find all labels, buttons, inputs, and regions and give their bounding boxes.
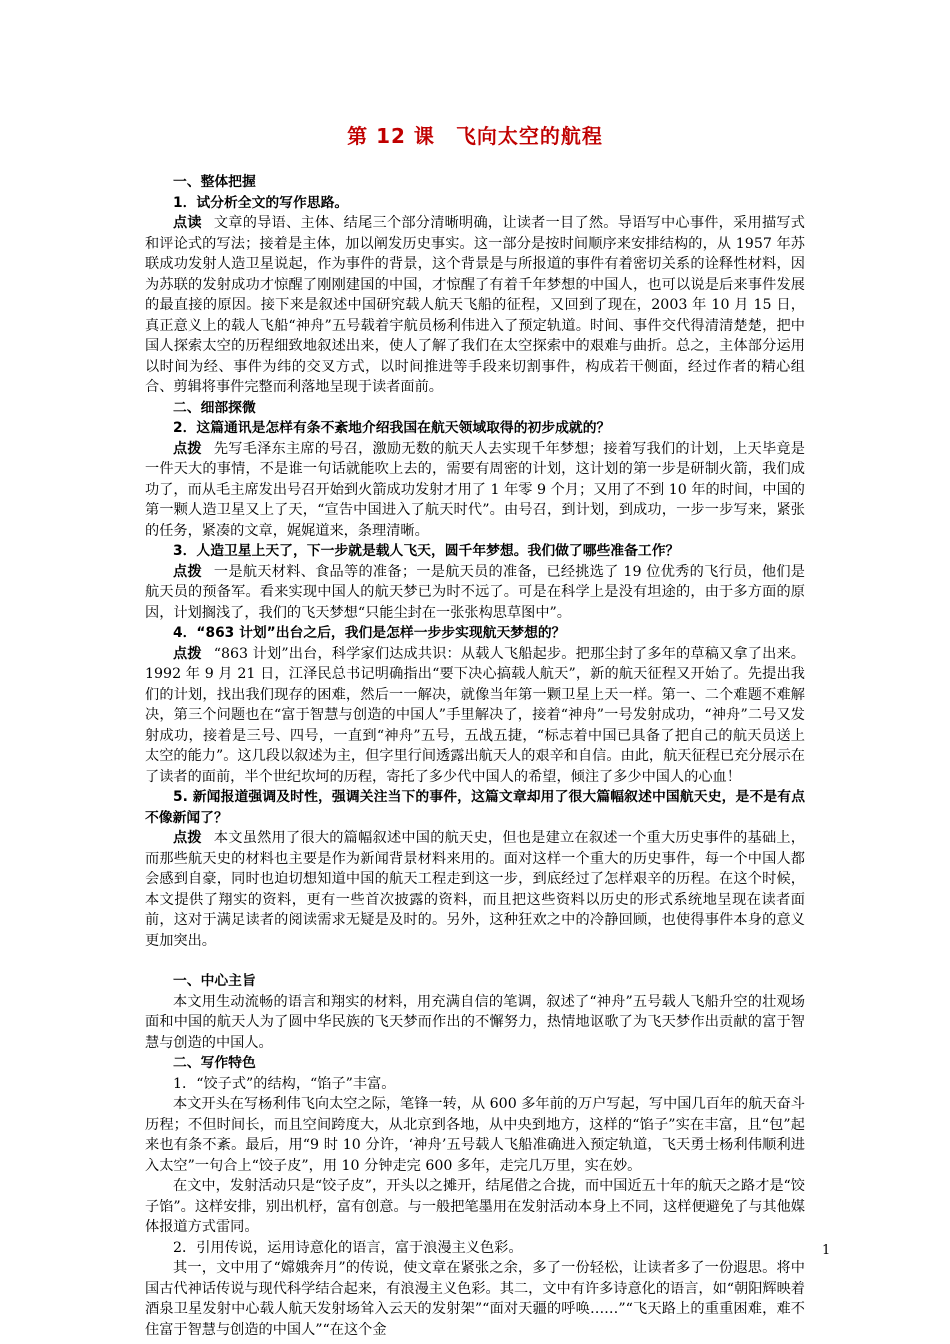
paragraph: [145, 644, 805, 788]
paragraph: [145, 439, 805, 542]
paragraph: [145, 828, 805, 951]
page-title: 第 12 课 飞向太空的航程: [347, 124, 603, 148]
answer-tag: 点拨: [173, 830, 202, 846]
section-heading: 一、中心主旨: [173, 973, 256, 989]
question: 5. 新闻报道强调及时性，强调关注当下的事件，这篇文章却用了很大篇幅叙述中国航天史，是不是有点不像新闻了？: [145, 789, 805, 826]
paragraph-text: 文章的导语、主体、结尾三个部分清晰明确，让读者一目了然。导语写中心事件，采用描写式和评论式的写法；接着是主体，加以阐发历史事实。这一部分是按时间顺序来安排结构的，从 1957 年苏联成功发射人造卫星说起，作为事件的背景，这个背景是与所报道的事件有着密切关系的诠释性材料，因为苏联的发射成功才惊醒了刚刚建国的中国，才惊醒了有着千年梦想的中国人，也可以说是后来事件发展的最直接的原因。接下来是叙述中国研究载人航天飞船的征程，又回到了现在，2003 年 10 月 15 日，真正意义上的载人飞船“神舟”五号载着宇航员杨利伟进入了预定轨道。时间、事件交代得清清楚楚，把中国人探索太空的历程细致地叙述出来，使人了解了我们在太空探索中的艰难与曲折。总之，主体部分运用以时间为经、事件为纬的交叉方式，以时间推进等手段来切割事件，构成若干侧面，经过作者的精心组合、剪辑将事件完整而利落地呈现于读者面前。: [145, 215, 805, 395]
paragraph: 在文中，发射活动只是“饺子皮”，开头以之摊开，结尾借之合拢，而中国近五十年的航天之路才是“饺子馅”。这样安排，别出机杼，富有创意。与一般把笔墨用在发射活动本身上不同，这样便避免了与其他媒体报道方式雷同。: [145, 1178, 805, 1235]
document-body: [145, 172, 805, 1340]
subheading: 1．“饺子式”的结构，“馅子”丰富。: [173, 1075, 396, 1092]
question: 1．试分析全文的写作思路。: [173, 194, 349, 211]
subheading: 2．引用传说，运用诗意化的语言，富于浪漫主义色彩。: [173, 1239, 523, 1256]
paragraph-text: 先写毛泽东主席的号召，激励无数的航天人去实现千年梦想；接着写我们的计划，上天毕竟是一件天大的事情，不是谁一句话就能吹上去的，需要有周密的计划，这计划的第一步是研制火箭，我们成功了，而从毛主席发出号召开始到火箭成功发射才用了 1 年零 9 个月；又用了不到 10 年的时间，中国的第一颗人造卫星又上了天，“宣告中国进入了航天时代”。由号召，到计划，到成功，一步一步写来，紧张的任务，紧凑的文章，娓娓道来，条理清晰。: [145, 440, 805, 539]
spacer: [145, 951, 805, 971]
paragraph: 本文开头在写杨利伟飞向太空之际，笔锋一转，从 600 多年前的万户写起，写中国几百年的航天奋斗历程；不但时间长，而且空间跨度大，从北京到各地，从中央到地方，这样的“馅子”实在丰富，且“包”起来也有条不紊。最后，用“9 时 10 分许，‘神舟’五号载人飞船准确进入预定轨道，飞天勇士杨利伟顺利进入太空”一句合上“饺子皮”，用 10 分钟走完 600 多年，走完几万里，实在妙。: [145, 1096, 805, 1174]
paragraph: 其一，文中用了“嫦娥奔月”的传说，使文章在紧张之余，多了一份轻松，让读者多了一份遐思。将中国古代神话传说与现代科学结合起来，有浪漫主义色彩。其二，文中有许多诗意化的语言，如“朝阳辉映着酒泉卫星发射中心载人航天发射场耸入云天的发射架”“面对天疆的呼唤……”“飞天路上的重重困难，难不住富于智慧与创造的中国人”“在这个金: [145, 1260, 805, 1338]
section-heading: 二、写作特色: [173, 1055, 256, 1071]
paragraph-text: 一是航天材料、食品等的准备；一是航天员的准备，已经挑选了 19 位优秀的飞行员，他们是航天员的预备军。看来实现中国人的航天梦已为时不远了。可是在科学上是没有坦途的，由于多方面的原因，计划搁浅了，我们的飞天梦想“只能尘封在一张张构思草图中”。: [145, 563, 805, 621]
answer-tag: 点拨: [173, 563, 202, 580]
paragraph-text: 本文虽然用了很大的篇幅叙述中国的航天史，但也是建立在叙述一个重大历史事件的基础上，而那些航天史的材料也主要是作为新闻背景材料来用的。面对这样一个重大的历史事件，每一个中国人都会感到自豪，同时也迫切想知道中国的航天工程走到这一步，到底经过了怎样艰辛的历程。在这个时候，本文提供了翔实的资料，更有一些首次披露的资料，而且把这些资料以历史的形式系统地呈现在读者面前，这对于满足读者的阅读需求无疑是及时的。另外，这种狂欢之中的冷静回顾，也使得事件本身的意义更加突出。: [145, 830, 805, 949]
section-heading: 二、细部探微: [173, 399, 256, 416]
paragraph-text: “863 计划”出台，科学家们达成共识：从载人飞船起步。把那尘封了多年的草稿又拿了出来。1992 年 9 月 21 日，江泽民总书记明确指出“要下决心搞载人航天”，新的航天征程又开始了。先提出我们的计划，找出我们现存的困难，然后一一解决，就像当年第一颗卫星上天一样。第一、二个难题不难解决，第三个问题也在“富于智慧与创造的中国人”手里解决了，接着“神舟”一号发射成功，“神舟”二号又发射成功，接着是三号、四号，一直到“神舟”五号，五战五捷，“标志着中国已具备了把自己的航天员送上太空的能力”。这几段以叙述为主，但字里行间透露出航天人的艰辛和自信。由此，航天征程已充分展示在了读者的面前，半个世纪坎坷的历程，寄托了多少代中国人的希望，倾注了多少中国人的心血！: [145, 645, 805, 785]
paragraph: [145, 213, 805, 398]
answer-tag: 点拨: [173, 645, 202, 662]
question: 4．“863 计划”出台之后，我们是怎样一步步实现航天梦想的？: [173, 625, 566, 641]
answer-tag: 点拨: [173, 440, 202, 457]
paragraph: 本文用生动流畅的语言和翔实的材料，用充满自信的笔调，叙述了“神舟”五号载人飞船升空的壮观场面和中国的航天人为了圆中华民族的飞天梦而作出的不懈努力，热情地讴歌了为飞天梦作出贡献的富于智慧与创造的中国人。: [145, 993, 805, 1051]
question: 3．人造卫星上天了，下一步就是载人飞天，圆千年梦想。我们做了哪些准备工作？: [173, 543, 680, 559]
page-number: 1: [822, 1243, 831, 1258]
section-heading: 一、整体把握: [173, 174, 256, 190]
paragraph: [145, 562, 805, 624]
question: 2．这篇通讯是怎样有条不紊地介绍我国在航天领域取得的初步成就的？: [173, 420, 611, 436]
answer-tag: 点读: [173, 215, 202, 231]
